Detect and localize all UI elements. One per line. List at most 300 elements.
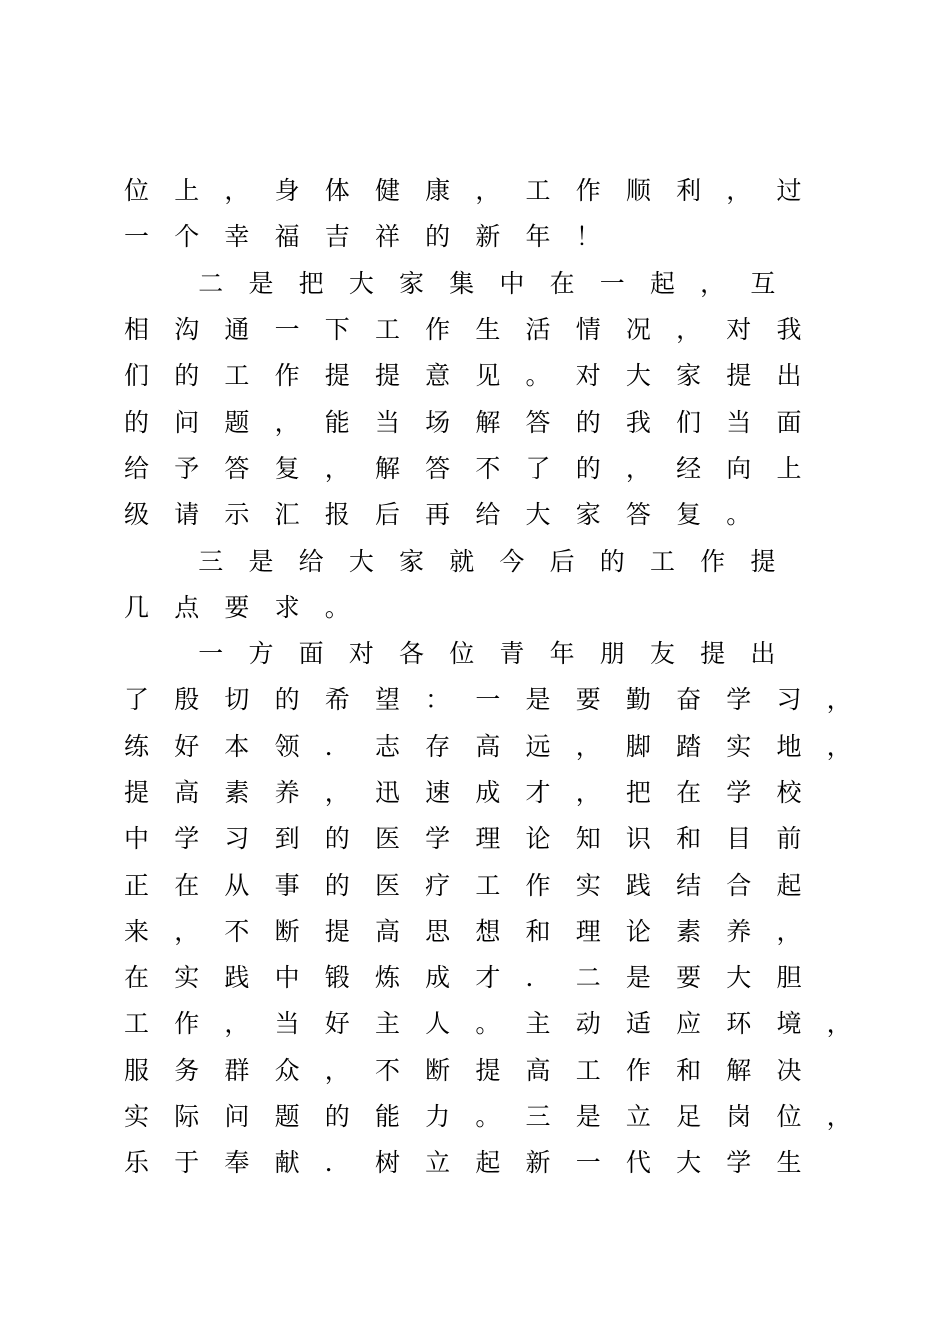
text-char: 于 [174,1148,200,1178]
text-char: 工 [575,1055,601,1085]
text-char: 二 [198,268,224,298]
text-char: 要 [676,963,702,993]
text-char: ， [224,1009,250,1039]
text-char: 解 [475,407,501,437]
text-char: 正 [124,870,150,900]
text-char: 是 [248,268,274,298]
text-char: 把 [625,778,651,807]
text-char: ， [174,916,200,946]
text-char: 际 [174,1102,200,1132]
text-char: 起 [776,870,802,900]
text-char: 请 [174,500,200,530]
text-char: 群 [224,1055,250,1085]
text-char: 是 [575,1102,601,1132]
text-char: 给 [124,453,150,483]
text-char: 在 [676,778,702,807]
text-char: 方 [248,639,274,669]
text-char: 实 [124,1102,150,1132]
text-char: 问 [174,407,200,437]
text-char: 给 [475,500,501,530]
text-char: 解 [374,453,400,483]
text-char: 大 [625,361,651,391]
text-char: 胆 [776,963,802,993]
text-char: 答 [625,500,651,530]
text-char: 提 [750,546,776,576]
text-char: 结 [676,870,702,900]
text-char: 奋 [676,685,702,715]
text-char: ， [224,176,250,206]
text-char: 成 [475,778,501,807]
text-char: 问 [224,1102,250,1132]
text-char: 的 [425,222,451,252]
text-char: 能 [324,407,350,437]
text-char: 思 [425,916,451,946]
text-char: 实 [575,870,601,900]
text-char: 立 [625,1102,651,1132]
text-char: 提 [700,639,726,669]
text-char: 在 [124,963,150,993]
text-char: 乐 [124,1148,150,1178]
text-line [124,446,864,492]
text-char: 复 [274,453,300,483]
text-char: 作 [274,361,300,391]
text-char: ， [776,916,802,946]
text-char: ． [324,731,350,761]
text-char: 要 [224,592,250,622]
text-line [124,1048,864,1094]
text-char: 远 [525,731,551,761]
text-char: 理 [475,824,501,854]
text-char: 。 [525,361,551,391]
text-char: 大 [348,268,374,298]
text-line [124,492,864,538]
text-char: 迅 [374,778,400,807]
text-char: 踏 [676,731,702,761]
text-char: 予 [174,453,200,483]
text-char: 大 [525,500,551,530]
text-char: ， [826,685,852,715]
text-line [124,1001,864,1047]
text-char: 几 [124,592,150,622]
text-char: 经 [676,453,702,483]
text-line [124,399,864,445]
text-char: 树 [374,1148,400,1178]
text-line [124,168,864,214]
text-char: 出 [776,361,802,391]
text-char: 的 [124,407,150,437]
text-char: 力 [425,1102,451,1132]
text-char: 养 [726,916,752,946]
text-char: 答 [525,407,551,437]
text-line [124,261,864,307]
text-char: 中 [274,963,300,993]
text-char: 祥 [374,222,400,252]
text-char: 学 [726,778,752,807]
text-char: ： [425,685,451,715]
text-char: 点 [174,592,200,622]
text-char: 提 [726,361,752,391]
text-char: 到 [274,824,300,854]
text-char: 本 [224,731,250,761]
text-char: ， [324,1055,350,1085]
text-char: 主 [374,1009,400,1039]
text-line [124,1140,864,1186]
text-char: 了 [525,453,551,483]
text-char: 通 [224,315,250,345]
text-char: 习 [776,685,802,715]
text-char: 大 [676,1148,702,1178]
text-char: 生 [475,315,501,345]
text-char: 生 [776,1148,802,1178]
text-char: 体 [324,176,350,206]
text-char: 提 [124,778,150,807]
text-char: 复 [676,500,702,530]
text-char: 务 [174,1055,200,1085]
text-char: ！ [575,222,601,252]
text-char: 个 [174,222,200,252]
text-char: 作 [625,1055,651,1085]
text-char: 向 [726,453,752,483]
text-char: 提 [374,361,400,391]
text-line [124,909,864,955]
text-char: 是 [248,546,274,576]
text-char: 决 [776,1055,802,1085]
text-char: 给 [298,546,324,576]
text-char: 答 [224,453,250,483]
text-char: 是 [625,963,651,993]
text-char: 养 [274,778,300,807]
text-line [124,816,864,862]
text-char: 的 [324,824,350,854]
text-char: 作 [525,870,551,900]
text-char: 。 [475,1102,501,1132]
text-char: 。 [726,500,752,530]
text-char: 人 [425,1009,451,1039]
text-char: 再 [425,500,451,530]
text-line [124,677,864,723]
text-char: 顺 [625,176,651,206]
text-char: 素 [224,778,250,807]
text-char: 中 [499,268,525,298]
text-char: 年 [525,222,551,252]
text-char: 们 [676,407,702,437]
text-char: 一 [475,685,501,715]
text-char: 医 [374,870,400,900]
text-char: 不 [475,453,501,483]
text-char: 工 [124,1009,150,1039]
text-char: 年 [549,639,575,669]
text-char: 践 [224,963,250,993]
text-char: 三 [525,1102,551,1132]
text-char: 和 [525,916,551,946]
text-char: 作 [174,1009,200,1039]
text-char: 意 [425,361,451,391]
text-char: 学 [425,824,451,854]
text-char: 奉 [224,1148,250,1178]
text-char: 起 [649,268,675,298]
text-char: 知 [575,824,601,854]
text-char: 岗 [726,1102,752,1132]
text-char: ， [475,176,501,206]
text-char: 高 [525,1055,551,1085]
text-char: 献 [274,1148,300,1178]
text-char: 工 [224,361,250,391]
text-char: 服 [124,1055,150,1085]
text-char: 的 [575,453,601,483]
text-char: 工 [649,546,675,576]
text-char: 校 [776,778,802,807]
text-char: 环 [726,1009,752,1039]
text-char: 题 [224,407,250,437]
text-line [124,770,864,816]
text-char: 一 [599,268,625,298]
text-char: 实 [174,963,200,993]
text-char: 上 [776,453,802,483]
text-char: 提 [324,916,350,946]
text-char: 来 [124,916,150,946]
text-char: 成 [425,963,451,993]
text-char: 望 [374,685,400,715]
text-char: 识 [625,824,651,854]
text-char: 理 [575,916,601,946]
text-char: 后 [374,500,400,530]
text-char: 三 [198,546,224,576]
text-char: 作 [425,315,451,345]
text-char: 大 [348,546,374,576]
text-char: 不 [374,1055,400,1085]
text-char: 作 [700,546,726,576]
text-char: 二 [575,963,601,993]
text-char: 朋 [599,639,625,669]
text-char: 在 [549,268,575,298]
text-char: ， [274,407,300,437]
text-char: 见 [475,361,501,391]
text-char: 集 [449,268,475,298]
text-line [124,214,864,260]
text-char: 互 [750,268,776,298]
text-char: 提 [324,361,350,391]
text-char: 今 [499,546,525,576]
text-char: ， [700,268,726,298]
text-char: 位 [449,639,475,669]
text-char: ， [324,453,350,483]
text-char: 面 [298,639,324,669]
text-char: 示 [224,500,250,530]
text-char: 况 [625,315,651,345]
text-char: 应 [676,1009,702,1039]
text-char: 代 [625,1148,651,1178]
text-char: 各 [399,639,425,669]
text-char: 把 [298,268,324,298]
text-char: ， [826,1102,852,1132]
text-char: 好 [324,1009,350,1039]
text-char: 级 [124,500,150,530]
text-char: 相 [124,315,150,345]
text-char: 学 [726,1148,752,1178]
text-char: ． [324,1148,350,1178]
text-char: 学 [726,685,752,715]
text-char: 论 [525,824,551,854]
text-char: 高 [174,778,200,807]
text-char: 起 [475,1148,501,1178]
text-char: 报 [324,500,350,530]
text-char: 我 [625,407,651,437]
text-char: 当 [374,407,400,437]
text-char: 素 [676,916,702,946]
text-line [124,353,864,399]
text-char: 题 [274,1102,300,1132]
text-line [124,955,864,1001]
text-char: 践 [625,870,651,900]
text-char: 提 [475,1055,501,1085]
text-char: 要 [575,685,601,715]
text-char: ， [575,778,601,807]
text-char: 众 [274,1055,300,1085]
text-char: 中 [124,824,150,854]
text-line [124,307,864,353]
text-char: 事 [274,870,300,900]
text-char: 新 [475,222,501,252]
text-char: 解 [726,1055,752,1085]
text-char: 青 [499,639,525,669]
text-char: 前 [776,824,802,854]
text-char: 实 [726,731,752,761]
text-char: 。 [475,1009,501,1039]
text-char: 汇 [274,500,300,530]
text-char: 练 [124,731,150,761]
text-char: 幸 [224,222,250,252]
text-char: 才 [525,778,551,807]
text-char: ， [676,315,702,345]
text-char: 合 [726,870,752,900]
text-char: 和 [676,1055,702,1085]
text-char: 了 [124,685,150,715]
text-line [124,631,864,677]
text-char: 过 [776,176,802,206]
text-char: 场 [425,407,451,437]
text-char: 一 [198,639,224,669]
text-char: 的 [599,546,625,576]
text-char: 地 [776,731,802,761]
text-line [124,862,864,908]
text-line [124,585,864,631]
text-char: 和 [676,824,702,854]
text-char: 康 [425,176,451,206]
text-char: 脚 [625,731,651,761]
text-char: 的 [274,685,300,715]
text-char: ， [726,176,752,206]
text-char: ， [324,778,350,807]
text-char: 断 [274,916,300,946]
text-char: 希 [324,685,350,715]
text-char: ， [625,453,651,483]
text-char: 工 [475,870,501,900]
text-char: 大 [726,963,752,993]
text-char: 一 [124,222,150,252]
text-char: 断 [425,1055,451,1085]
text-char: 境 [776,1009,802,1039]
text-char: 情 [575,315,601,345]
text-char: 工 [525,176,551,206]
text-char: 不 [224,916,250,946]
text-char: 沟 [174,315,200,345]
text-char: 切 [224,685,250,715]
text-line [124,538,864,584]
text-char: 位 [124,176,150,206]
text-char: 医 [374,824,400,854]
text-char: 锻 [324,963,350,993]
text-char: 友 [649,639,675,669]
text-char: 作 [575,176,601,206]
text-char: 炼 [374,963,400,993]
text-char: 身 [274,176,300,206]
text-char: ， [826,731,852,761]
text-char: 家 [399,268,425,298]
text-char: 习 [224,824,250,854]
text-char: ， [826,1009,852,1039]
text-char: 存 [425,731,451,761]
text-char: 在 [174,870,200,900]
text-char: 吉 [324,222,350,252]
text-char: 活 [525,315,551,345]
text-char: 论 [625,916,651,946]
text-char: 位 [776,1102,802,1132]
text-char: 利 [676,176,702,206]
text-char: 的 [324,1102,350,1132]
text-char: 下 [324,315,350,345]
text-char: 立 [425,1148,451,1178]
text-char: 学 [174,824,200,854]
text-char: 动 [575,1009,601,1039]
text-char: 我 [776,315,802,345]
text-char: 家 [676,361,702,391]
text-char: 殷 [174,685,200,715]
text-char: 足 [676,1102,702,1132]
text-char: ． [525,963,551,993]
text-char: 高 [475,731,501,761]
text-char: 一 [274,315,300,345]
text-char: 当 [274,1009,300,1039]
text-char: 的 [575,407,601,437]
text-char: 能 [374,1102,400,1132]
text-char: 健 [374,176,400,206]
text-char: 适 [625,1009,651,1039]
text-char: 想 [475,916,501,946]
text-char: 对 [575,361,601,391]
text-line [124,1094,864,1140]
text-char: 志 [374,731,400,761]
text-char: 的 [174,361,200,391]
text-char: ， [575,731,601,761]
text-char: 新 [525,1148,551,1178]
text-char: 目 [726,824,752,854]
text-char: 一 [575,1148,601,1178]
text-char: 工 [374,315,400,345]
text-char: 家 [575,500,601,530]
text-char: 才 [475,963,501,993]
text-char: 福 [274,222,300,252]
text-char: 主 [525,1009,551,1039]
text-char: 好 [174,731,200,761]
text-char: 对 [726,315,752,345]
text-char: 领 [274,731,300,761]
text-char: 从 [224,870,250,900]
text-char: 对 [348,639,374,669]
text-char: 的 [324,870,350,900]
text-char: 答 [425,453,451,483]
text-char: 勤 [625,685,651,715]
text-char: 上 [174,176,200,206]
